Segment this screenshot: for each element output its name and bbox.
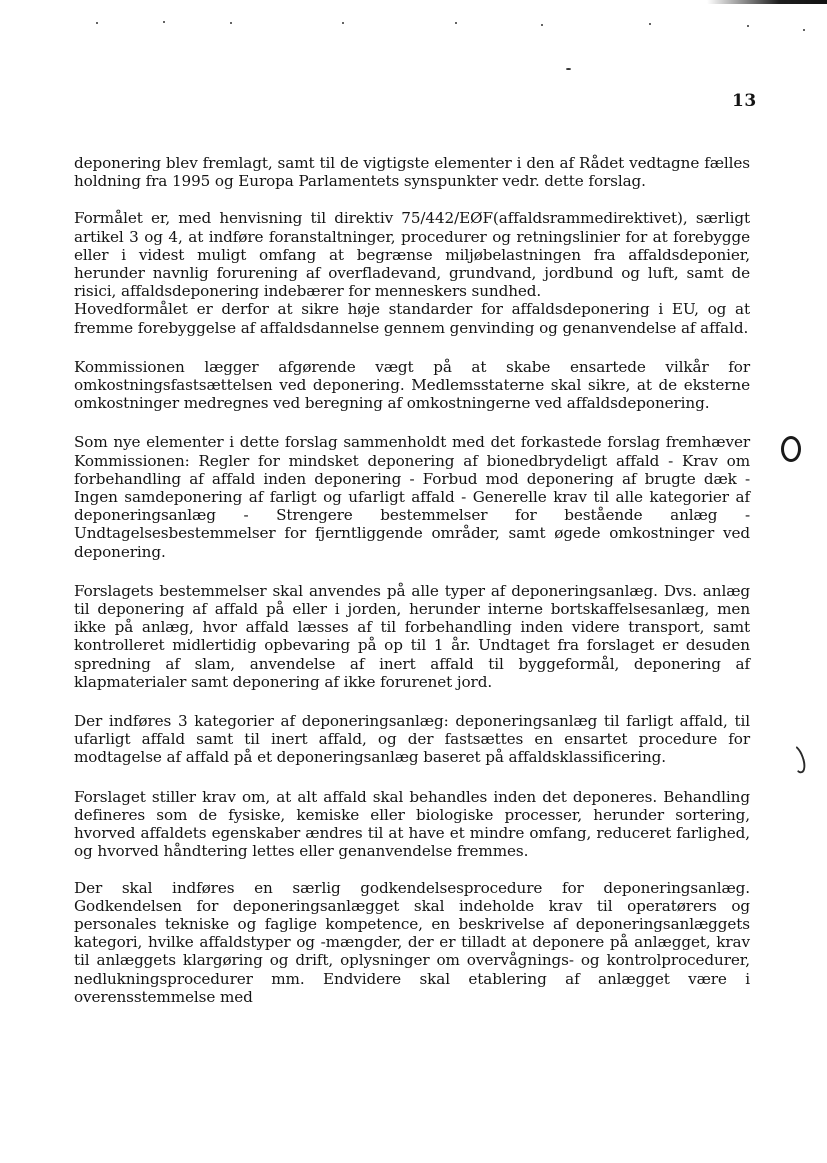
paragraph: Kommissionen lægger afgørende vægt på at skabe ensartede vilkår for omkostningsfastsættelsen ved deponering. Medlemsstaterne skal sikre, at de eksterne omkostninger medregnes ved beregning af omkostningerne ved affaldsdeponering.: [74, 357, 750, 413]
page-number: 13: [732, 91, 757, 111]
paragraph: deponering blev fremlagt, samt til de vigtigste elementer i den af Rådet vedtagne fælles holdning fra 1995 og Europa Parlamentets synspunkter vedr. dette forslag.: [74, 154, 750, 191]
paragraph: Der skal indføres en særlig godkendelsesprocedure for deponeringsanlæg. Godkendelsen for deponeringsanlægget skal indeholde krav til operatørers og personales tekniske og faglige kompetence, en beskrivelse af deponeringsanlæggets kategori, hvilke affaldstyper og -mængder, der er tilladt at deponere på anlægget, krav til anlæggets klargøring og drift, oplysninger om overvågnings- og kontrolprocedurer, nedlukningsprocedurer mm. Endvidere skal etablering af anlægget være i overensstemmelse med: [74, 878, 750, 1006]
scan-speck: [96, 22, 98, 24]
paragraph: Formålet er, med henvisning til direktiv 75/442/EØF(affaldsrammedirektivet), særligt artikel 3 og 4, at indføre foranstaltninger, procedurer og retningslinier for at forebygge eller i videst muligt omfang at begrænse miljøbelastningen fra affaldsdeponier, herunder navnlig forurening af overfladevand, grundvand, jordbund og luft, samt de risici, affaldsdeponering indebærer for menneskers sundhed.: [74, 209, 750, 301]
scan-speck: [803, 29, 805, 31]
paragraph: Som nye elementer i dette forslag sammenholdt med det forkastede forslag fremhæver Kommissionen: Regler for mindsket deponering af bionedbrydeligt affald - Krav om forbehandling af affald inden deponering - Forbud mod deponering af brugte dæk - Ingen samdeponering af farligt og ufarligt affald - Generelle krav til alle kategorier af deponeringsanlæg - Strengere bestemmelser for bestående anlæg - Undtagelsesbestemmelser for fjerntliggende områder, samt øgede omkostninger ved deponering.: [74, 433, 750, 561]
scan-speck: [163, 21, 165, 23]
scan-speck: [230, 22, 232, 24]
punch-hole-mark: [785, 743, 808, 776]
scan-speck: [455, 22, 457, 24]
scan-speck: [541, 24, 543, 26]
document-body: [74, 154, 750, 1006]
paragraph: Hovedformålet er derfor at sikre høje standarder for affaldsdeponering i EU, og at fremme forebyggelse af affaldsdannelse gennem genvinding og genanvendelse af affald.: [74, 300, 750, 337]
scan-speck: [342, 22, 344, 24]
scan-speck: [747, 25, 749, 27]
scan-speck: [566, 68, 571, 70]
paragraph: Forslaget stiller krav om, at alt affald skal behandles inden det deponeres. Behandling defineres som de fysiske, kemiske eller biologiske processer, herunder sortering, hvorved affaldets egenskaber ændres til at have et mindre omfang, reduceret farlighed, og hvorved håndtering lettes eller genanvendelse fremmes.: [74, 787, 750, 861]
paragraph: Forslagets bestemmelser skal anvendes på alle typer af deponeringsanlæg. Dvs. anlæg til deponering af affald på eller i jorden, herunder interne bortskaffelsesanlæg, men ikke på anlæg, hvor affald læsses af til forbehandling inden videre transport, samt kontrolleret midlertidig opbevaring på op til 1 år. Undtaget fra forslaget er desuden spredning af slam, anvendelse af inert affald til byggeformål, deponering af klapmaterialer samt deponering af ikke forurenet jord.: [74, 581, 750, 691]
scan-edge-mark: [707, 0, 827, 4]
scan-speck: [649, 23, 651, 25]
punch-hole-mark: [781, 436, 801, 462]
paragraph: Der indføres 3 kategorier af deponeringsanlæg: deponeringsanlæg til farligt affald, til ufarligt affald samt til inert affald, og der fastsættes en ensartet procedure for modtagelse af affald på et deponeringsanlæg baseret på affaldsklassificering.: [74, 712, 750, 767]
